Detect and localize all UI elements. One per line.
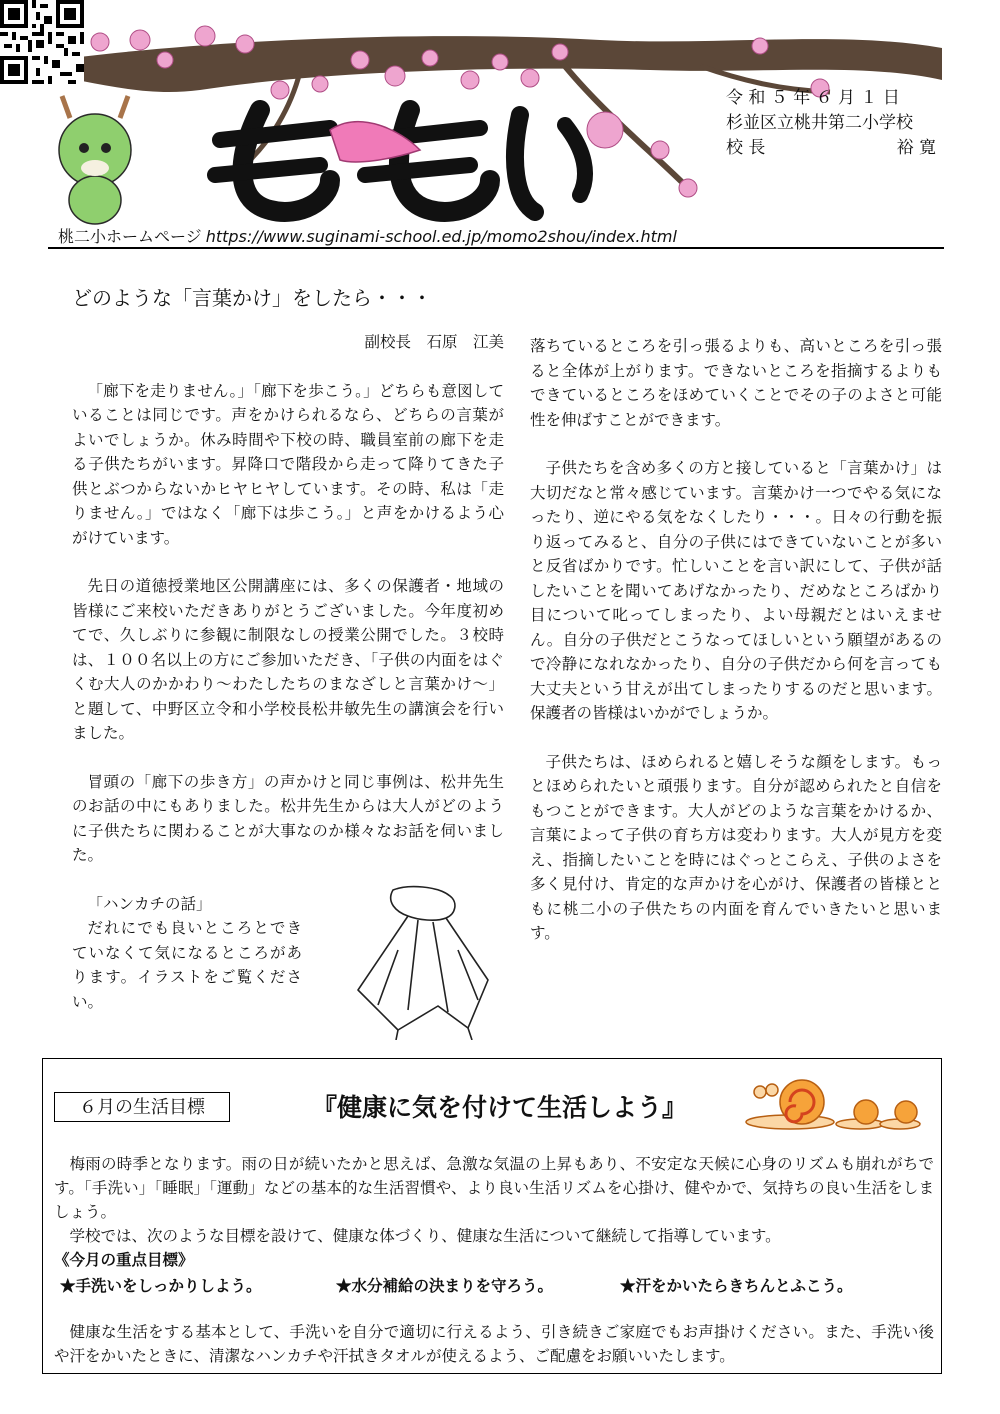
article-paragraph: 冒頭の「廊下の歩き方」の声かけと同じ事例は、松井先生のお話の中にもありました。松井先生からは大人がどのように子供たちに関わることが大事なのか様々なお話を伺いました。	[72, 772, 504, 864]
school-name: 杉並区立桃井第二小学校	[726, 113, 913, 133]
life-goal-body	[54, 1152, 934, 1368]
life-goal-paragraph: 学校では、次のような目標を設けて、健康な体づくり、健康な生活について継続して指導しています。	[69, 1227, 781, 1245]
article-paragraph: 落ちているところを引っ張るよりも、高いところを引っ張ると全体が上がります。できないところを指摘するよりもできているところをほめていくことでその子のよさと可能性を伸ばすことができます。	[530, 337, 942, 429]
article-paragraph: 子供たちを含め多くの方と接していると「言葉かけ」は大切だなと常々感じています。言葉かけ一つでやる気になったり、逆にやる気をなくしたり・・・。日々の行動を振り返ってみると、自分の子供にはできていないことが多いと反省ばかりです。忙しいことを言い訳にして、子供が話したいことを聞いてあげなかったり、だめなところばかり目について叱ってしまったり、よい母親だとはいえません。自分の子供だとこうなってほしいという願望があるので冷静になれなかったり、自分の子供だから何を言っても大丈夫という甘えが出てしまったりするのだと思います。保護者の皆様はいかがでしょうか。	[530, 459, 942, 722]
focus-goal-item: ★汗をかいたらきちんとふこう。	[620, 1276, 853, 1295]
homepage-label: 桃二小ホームページ	[58, 227, 202, 246]
masthead-title-art	[215, 110, 585, 212]
focus-goal-item: ★手洗いをしっかりしよう。	[60, 1276, 262, 1295]
qr-code-icon[interactable]	[0, 0, 84, 84]
article-right-column	[530, 334, 942, 946]
article-paragraph: 「廊下を走りません。」「廊下を歩こう。」どちらも意図していることは同じです。声をかけられるなら、どちらの言葉がよいでしょうか。休み時間や下校の時、職員室前の廊下を走る子供たちがいます。昇降口で階段から走って降りてきた子供とぶつからないかヒヤヒヤしています。その時、私は「走りません。」ではなく「廊下は歩こう。」と声をかけるよう心がけています。	[72, 381, 504, 547]
mascot-character	[59, 96, 131, 224]
homepage-url-link[interactable]: https://www.suginami-school.ed.jp/momo2shou/index.html	[205, 227, 677, 246]
snail-illustration-icon	[742, 1076, 922, 1132]
focus-goal-heading: 《今月の重点目標》	[54, 1250, 194, 1269]
issue-info	[726, 86, 936, 161]
life-goal-label: ６月の生活目標	[54, 1092, 230, 1122]
article-paragraph: 先日の道徳授業地区公開講座には、多くの保護者・地域の皆様にご来校いただきありがとうございました。今年度初めてで、久しぶりに参観に制限なしの授業公開でした。３校時は、１００名以上の方にご参加いただき、「子供の内面をはぐくむ大人のかかわり～わたしたちのまなざしと言葉かけ～」と題して、中野区立令和小学校長松井敏先生の講演会を行いました。	[72, 577, 504, 742]
focus-goal-list	[60, 1274, 934, 1298]
homepage-line	[58, 224, 677, 247]
hankachi-section	[72, 892, 302, 1015]
handkerchief-illustration	[338, 880, 508, 1040]
principal-line	[726, 136, 936, 161]
hankachi-heading: 「ハンカチの話」	[87, 894, 212, 913]
life-goal-title: 『健康に気を付けて生活しよう』	[312, 1093, 688, 1122]
issue-date: 令 和 ５ 年 ６ 月 １ 日	[726, 88, 900, 108]
principal-name: 裕 寛	[896, 138, 936, 158]
article-title: どのような「言葉かけ」をしたら・・・	[72, 286, 432, 310]
hankachi-text: だれにでも良いところとできていなくて気になるところがあります。イラストをご覧ください。	[72, 919, 302, 1011]
life-goal-paragraph: 健康な生活をする基本として、手洗いを自分で適切に行えるよう、引き続きご家庭でもお声掛けください。また、手洗い後や汗をかいたときに、清潔なハンカチや汗拭きタオルが使えるよう、ご配慮をお願いいたします。	[54, 1323, 934, 1365]
masthead	[0, 0, 1000, 252]
article-byline: 副校長 石原 江美	[364, 333, 504, 351]
branch-shape	[40, 36, 942, 92]
focus-goal-item: ★水分補給の決まりを守ろう。	[336, 1276, 554, 1295]
life-goal-paragraph: 梅雨の時季となります。雨の日が続いたかと思えば、急激な気温の上昇もあり、不安定な天候に心身のリズムも崩れがちです。「手洗い」「睡眠」「運動」などの基本的な生活習慣や、より良い生活リズムを心掛け、健やかで、気持ちの良い生活をしましょう。	[54, 1155, 934, 1221]
article-paragraph: 子供たちは、ほめられると嬉しそうな顔をします。もっとほめられたいと頑張ります。自分が認められたと自信をもつことができます。大人がどのような言葉をかけるか、言葉によって子供の育ち方は変わります。大人が見方を変え、指摘したいことを時にはぐっとこらえ、子供のよさを多く見付け、肯定的な声かけを心がけ、保護者の皆様とともに桃二小の子供たちの内面を育んでいきたいと思います。	[530, 752, 942, 942]
header-divider	[48, 247, 944, 249]
principal-title: 校 長	[726, 138, 766, 158]
